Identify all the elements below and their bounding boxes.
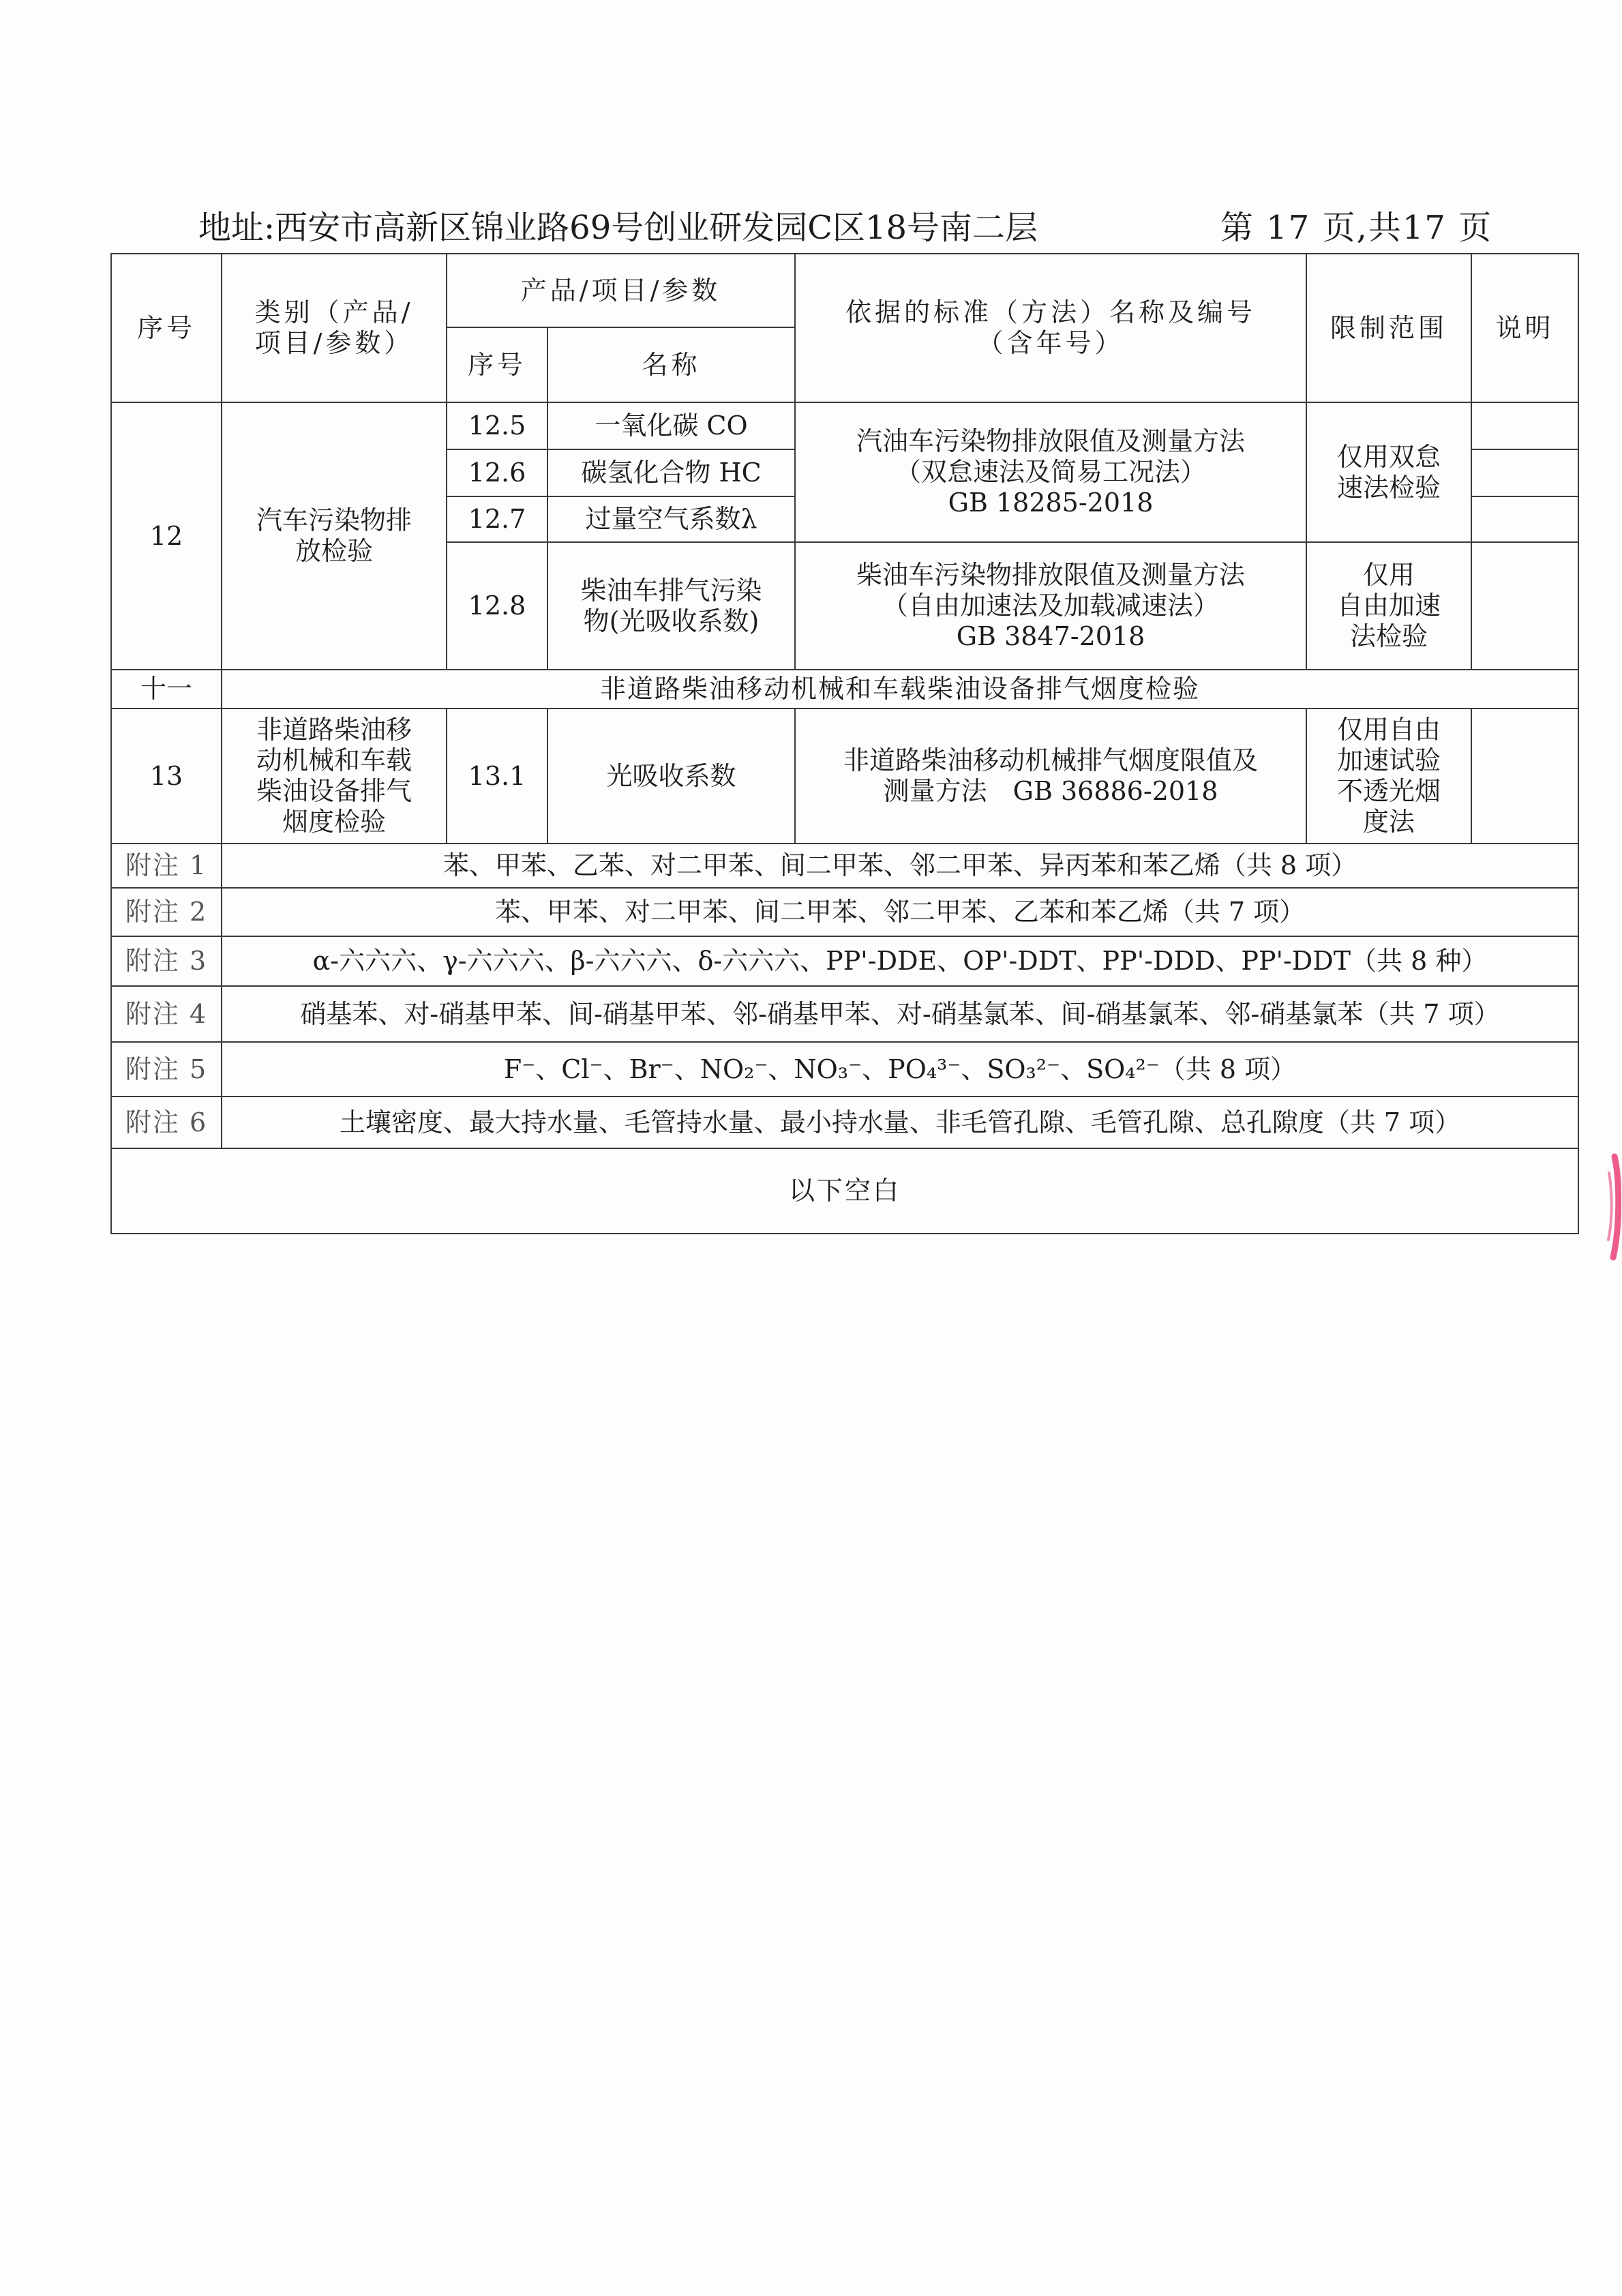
col-header-remark-label: 说明 — [1495, 312, 1555, 343]
limit-cell — [1306, 402, 1471, 542]
col-header-seq — [111, 254, 222, 402]
remark-cell — [1471, 709, 1578, 844]
item-name-line: 物(光吸收系数) — [583, 606, 760, 636]
remark-cell — [1471, 496, 1578, 542]
table-row — [111, 402, 1578, 449]
item-seq: 12.7 — [468, 504, 526, 535]
group-category-line: 汽车污染物排 — [256, 505, 412, 536]
standard-line: 测量方法 GB 36886-2018 — [883, 776, 1218, 806]
item-name-line: 柴油车排气污染 — [580, 575, 762, 606]
blank-below-notice: 以下空白 — [111, 1148, 1578, 1234]
col-header-item-name — [547, 327, 795, 402]
col-header-limit — [1306, 254, 1471, 402]
item-seq-cell — [447, 402, 547, 449]
standard-line: 柴油车污染物排放限值及测量方法 — [856, 560, 1246, 591]
col-header-item-seq — [447, 327, 547, 402]
note-text: 苯、甲苯、乙苯、对二甲苯、间二甲苯、邻二甲苯、异丙苯和苯乙烯（共 8 项） — [222, 844, 1578, 888]
note-row — [111, 936, 1578, 986]
standard-line: GB 18285-2018 — [948, 487, 1154, 518]
col-header-category-line: 类别（产品/ — [254, 297, 414, 328]
note-label: 附注 1 — [111, 844, 222, 888]
standard-line: （双怠速法及简易工况法） — [895, 457, 1207, 488]
item-seq-cell — [447, 709, 547, 844]
note-label: 附注 3 — [111, 936, 222, 986]
limit-line: 加速试验 — [1337, 745, 1441, 776]
note-label: 附注 2 — [111, 888, 222, 936]
standard-cell — [795, 542, 1306, 670]
group-seq-cell — [111, 402, 222, 670]
standard-line: 汽油车污染物排放限值及测量方法 — [856, 426, 1246, 457]
limit-line: 仅用自由 — [1337, 715, 1441, 745]
item-name-cell — [547, 709, 795, 844]
item-name-cell — [547, 542, 795, 670]
address-line: 地址:西安市高新区锦业路69号创业研发园C区18号南二层 — [198, 209, 1038, 247]
limit-line: 仅用双怠 — [1337, 441, 1441, 472]
section-seq-cell — [111, 670, 222, 709]
group-category-cell — [222, 402, 447, 670]
note-text: F⁻、Cl⁻、Br⁻、NO₂⁻、NO₃⁻、PO₄³⁻、SO₃²⁻、SO₄²⁻（共 8 项） — [222, 1042, 1578, 1097]
item-name-cell — [547, 402, 795, 449]
item-name: 光吸收系数 — [606, 760, 736, 791]
group-seq: 13 — [149, 760, 183, 791]
item-seq-cell — [447, 542, 547, 670]
item-seq-cell — [447, 449, 547, 496]
standard-cell — [795, 402, 1306, 542]
col-header-item-name-label: 名称 — [642, 349, 701, 380]
limit-cell — [1306, 542, 1471, 670]
note-text: 土壤密度、最大持水量、毛管持水量、最小持水量、非毛管孔隙、毛管孔隙、总孔隙度（共 7 项） — [222, 1097, 1578, 1148]
note-row — [111, 1097, 1578, 1148]
remark-cell — [1471, 542, 1578, 670]
note-label: 附注 4 — [111, 986, 222, 1042]
standard-line: （自由加速法及加载减速法） — [882, 591, 1220, 621]
remark-cell — [1471, 449, 1578, 496]
group-seq-cell — [111, 709, 222, 844]
item-seq: 12.5 — [468, 411, 526, 441]
note-row — [111, 844, 1578, 888]
col-header-category — [222, 254, 447, 402]
col-header-limit-label: 限制范围 — [1330, 312, 1448, 343]
limit-line: 自由加速 — [1337, 591, 1441, 621]
note-row — [111, 1042, 1578, 1097]
group-category-line: 柴油设备排气 — [256, 776, 412, 806]
limit-line: 不透光烟 — [1337, 776, 1441, 806]
col-header-category-line: 项目/参数） — [254, 328, 414, 358]
section-title: 非道路柴油移动机械和车载柴油设备排气烟度检验 — [600, 674, 1201, 704]
col-header-standard-line: （含年号） — [977, 328, 1124, 358]
group-seq: 12 — [149, 520, 183, 551]
group-category-line: 非道路柴油移 — [256, 715, 412, 745]
limit-line: 度法 — [1363, 806, 1415, 837]
table-row — [111, 709, 1578, 844]
seal-fragment-icon — [1594, 1152, 1621, 1262]
standard-line: GB 3847-2018 — [956, 621, 1145, 651]
header-row — [111, 254, 1578, 327]
group-category-line: 烟度检验 — [282, 806, 386, 837]
item-seq: 13.1 — [468, 760, 526, 791]
section-row — [111, 670, 1578, 709]
item-seq: 12.8 — [468, 591, 526, 621]
item-name: 一氧化碳 CO — [595, 411, 748, 441]
col-header-standard — [795, 254, 1306, 402]
note-row — [111, 986, 1578, 1042]
col-header-remark — [1471, 254, 1578, 402]
col-header-item-seq-label: 序号 — [467, 349, 526, 380]
note-row — [111, 888, 1578, 936]
group-category-line: 动机械和车载 — [256, 745, 412, 776]
section-seq: 十一 — [140, 674, 192, 704]
note-label: 附注 5 — [111, 1042, 222, 1097]
note-text: α-六六六、γ-六六六、β-六六六、δ-六六六、PP'-DDE、OP'-DDT、PP'-DDD、PP'-DDT（共 8 种） — [222, 936, 1578, 986]
group-category-line: 放检验 — [295, 536, 373, 566]
note-text: 苯、甲苯、对二甲苯、间二甲苯、邻二甲苯、乙苯和苯乙烯（共 7 项） — [222, 888, 1578, 936]
col-header-item-group-label: 产品/项目/参数 — [520, 275, 721, 305]
page-number: 第 17 页,共17 页 — [1220, 209, 1493, 247]
item-name: 碳氢化合物 HC — [581, 458, 762, 488]
limit-line: 仅用 — [1363, 560, 1415, 591]
limit-line: 法检验 — [1350, 621, 1428, 651]
col-header-seq-label: 序号 — [136, 312, 196, 343]
standard-line: 非道路柴油移动机械排气烟度限值及 — [843, 745, 1259, 776]
section-title-cell — [222, 670, 1578, 709]
group-category-cell — [222, 709, 447, 844]
limit-line: 速法检验 — [1337, 472, 1441, 503]
note-label: 附注 6 — [111, 1097, 222, 1148]
limit-cell — [1306, 709, 1471, 844]
item-name: 过量空气系数λ — [585, 504, 757, 535]
col-header-standard-line: 依据的标准（方法）名称及编号 — [845, 297, 1257, 328]
qualification-table — [110, 253, 1579, 1234]
item-name-cell — [547, 496, 795, 542]
item-name-cell — [547, 449, 795, 496]
note-text: 硝基苯、对-硝基甲苯、间-硝基甲苯、邻-硝基甲苯、对-硝基氯苯、间-硝基氯苯、邻-硝基氯苯（共 7 项） — [222, 986, 1578, 1042]
remark-cell — [1471, 402, 1578, 449]
standard-cell — [795, 709, 1306, 844]
item-seq: 12.6 — [468, 458, 526, 488]
footer-row — [111, 1148, 1578, 1234]
item-seq-cell — [447, 496, 547, 542]
col-header-item-group — [447, 254, 795, 327]
